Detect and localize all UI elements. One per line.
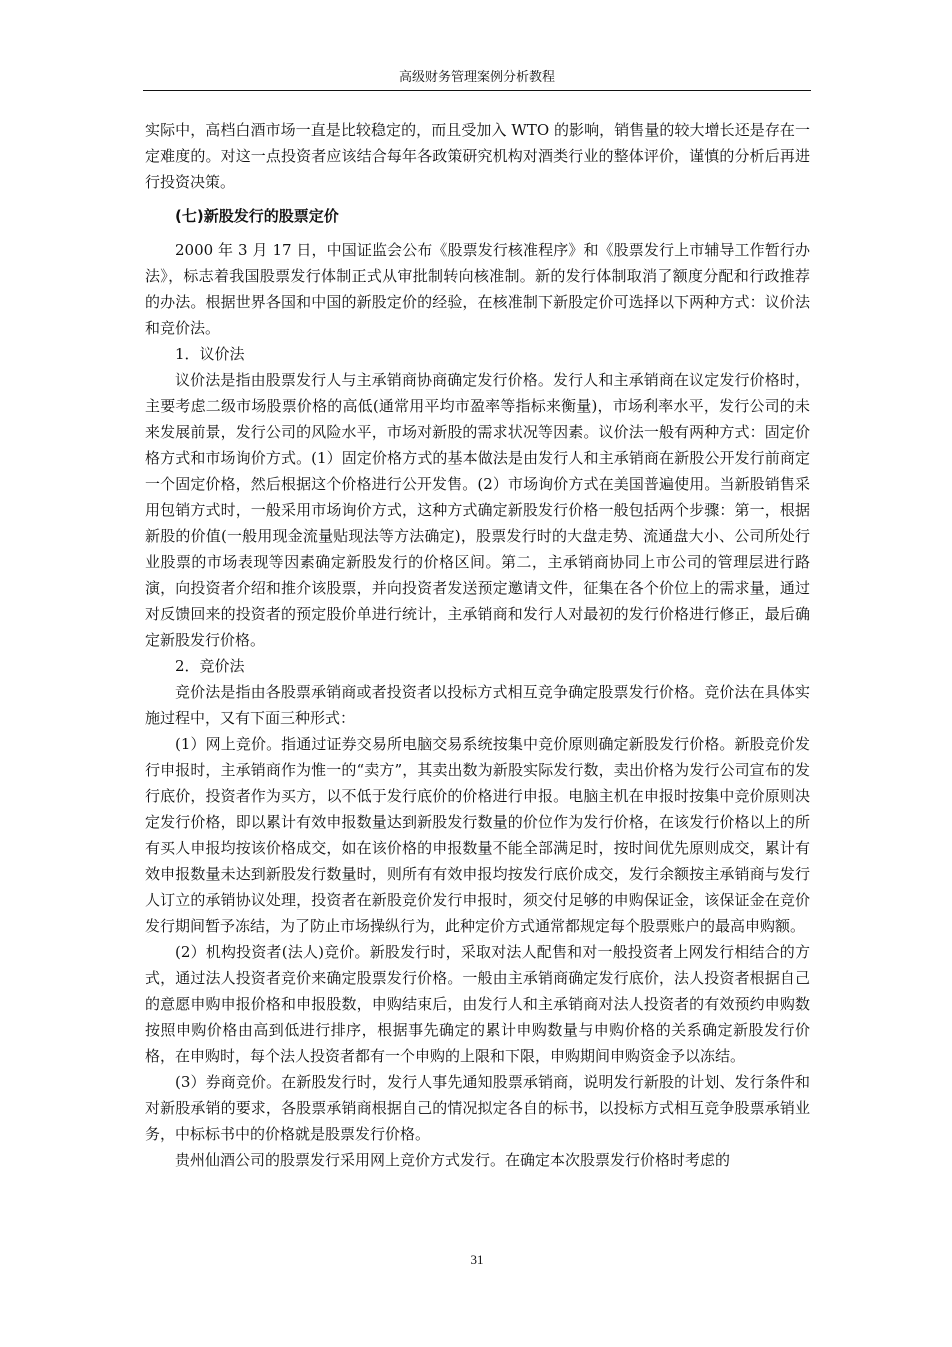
- section-heading: (七)新股发行的股票定价: [175, 207, 339, 225]
- header-divider: [143, 90, 811, 91]
- subheading-negotiation: 1．议价法: [175, 345, 245, 363]
- paragraph-case: 贵州仙酒公司的股票发行采用网上竞价方式发行。在确定本次股票发行价格时考虑的: [175, 1151, 731, 1169]
- running-header: 高级财务管理案例分析教程: [398, 70, 555, 85]
- subheading-bidding: 2．竞价法: [175, 657, 245, 675]
- paragraph-broker-bidding: (3）券商竞价。在新股发行时，发行人事先通知股票承销商，说明发行新股的计划、发行条件和对新股承销的要求，各股票承销商根据自己的情况拟定各自的标书，以投标方式相互竞争股票承销业务，中标标书中的价格就是股票发行价格。: [145, 1073, 810, 1143]
- paragraph-intro: 2000 年 3 月 17 日，中国证监会公布《股票发行核准程序》和《股票发行上市辅导工作暂行办法》，标志着我国股票发行体制正式从审批制转向核准制。新的发行体制取消了额度分配和行政推荐的办法。根据世界各国和中国的新股定价的经验，在核准制下新股定价可选择以下两种方式：议价法和竞价法。: [145, 241, 810, 337]
- paragraph-negotiation: 议价法是指由股票发行人与主承销商协商确定发行价格。发行人和主承销商在议定发行价格时，主要考虑二级市场股票价格的高低(通常用平均市盈率等指标来衡量)，市场利率水平，发行公司的未来发展前景，发行公司的风险水平，市场对新股的需求状况等因素。议价法一般有两种方式：固定价格方式和市场询价方式。(1）固定价格方式的基本做法是由发行人和主承销商在新股公开发行前商定一个固定价格，然后根据这个价格进行公开发售。(2）市场询价方式在美国普遍使用。当新股销售采用包销方式时，一般采用市场询价方式，这种方式确定新股发行价格一般包括两个步骤：第一，根据新股的价值(一般用现金流量贴现法等方法确定)，股票发行时的大盘走势、流通盘大小、公司所处行业股票的市场表现等因素确定新股发行的价格区间。第二，主承销商协同上市公司的管理层进行路演，向投资者介绍和推介该股票，并向投资者发送预定邀请文件，征集在各个价位上的需求量，通过对反馈回来的投资者的预定股价单进行统计，主承销商和发行人对最初的发行价格进行修正，最后确定新股发行价格。: [145, 371, 810, 649]
- page-number: 31: [470, 1252, 484, 1267]
- paragraph-institutional-bidding: (2）机构投资者(法人)竞价。新股发行时，采取对法人配售和对一般投资者上网发行相结合的方式，通过法人投资者竞价来确定股票发行价格。一般由主承销商确定发行底价，法人投资者根据自己的意愿申购申报价格和申报股数，申购结束后，由发行人和主承销商对法人投资者的有效预约申购数按照申购价格由高到低进行排序，根据事先确定的累计申购数量与申购价格的关系确定新股发行价格，在申购时，每个法人投资者都有一个申购的上限和下限，申购期间申购资金予以冻结。: [145, 943, 810, 1065]
- paragraph-continuation: 实际中，高档白酒市场一直是比较稳定的，而且受加入 WTO 的影响，销售量的较大增长还是存在一定难度的。对这一点投资者应该结合每年各政策研究机构对酒类行业的整体评价，谨慎的分析后再进行投资决策。: [145, 121, 810, 191]
- body-text: [145, 117, 810, 1173]
- paragraph-online-bidding: (1）网上竞价。指通过证券交易所电脑交易系统按集中竞价原则确定新股发行价格。新股竞价发行申报时，主承销商作为惟一的“卖方”，其卖出数为新股实际发行数，卖出价格为发行公司宣布的发行底价，投资者作为买方，以不低于发行底价的价格进行申报。电脑主机在申报时按集中竞价原则决定发行价格，即以累计有效申报数量达到新股发行数量的价位作为发行价格，在该发行价格以上的所有买人申报均按该价格成交，如在该价格的申报数量不能全部满足时，按时间优先原则成交，累计有效申报数量未达到新股发行数量时，则所有有效申报均按发行底价成交，发行余额按主承销商与发行人订立的承销协议处理，投资者在新股竞价发行申报时，须交付足够的申购保证金，该保证金在竞价发行期间暂予冻结，为了防止市场操纵行为，此种定价方式通常都规定每个股票账户的最高申购额。: [145, 735, 810, 935]
- paragraph-bidding-intro: 竞价法是指由各股票承销商或者投资者以投标方式相互竞争确定股票发行价格。竞价法在具体实施过程中，又有下面三种形式：: [145, 683, 810, 727]
